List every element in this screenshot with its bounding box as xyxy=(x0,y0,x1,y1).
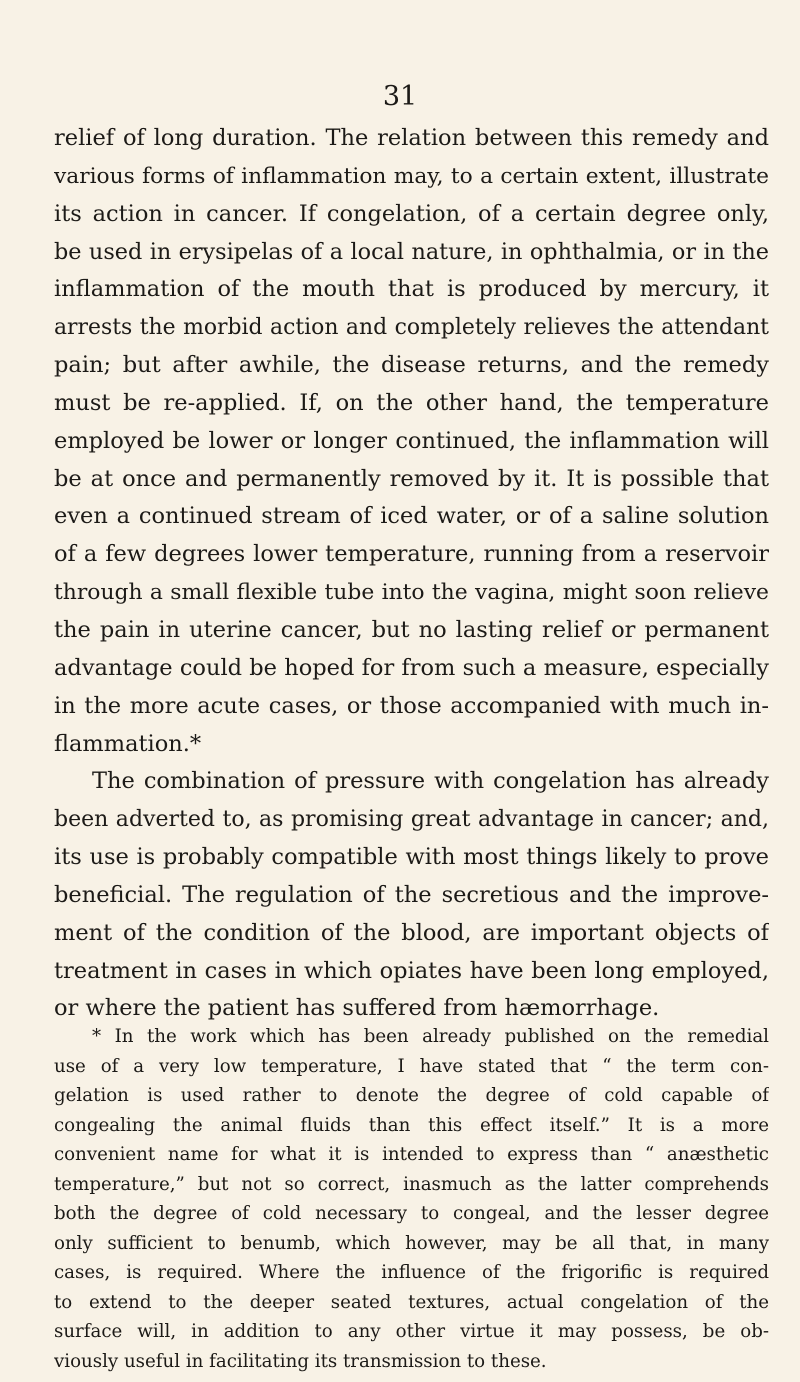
footnote-line: surface will, in addition to any other virtue it may possess, be ob- xyxy=(54,1321,769,1342)
text-line: inflammation of the mouth that is produced by mercury, it xyxy=(54,276,769,303)
footnote-line: congealing the animal fluids than this effect itself.” It is a more xyxy=(54,1114,769,1136)
footnote-line: gelation is used rather to denote the degree of cold capable of xyxy=(54,1085,769,1106)
text-line: pain; but after awhile, the disease returns, and the remedy xyxy=(54,352,769,379)
text-line: be used in erysipelas of a local nature, in ophthalmia, or in the xyxy=(54,238,769,265)
footnote-line: both the degree of cold necessary to congeal, and the lesser degree xyxy=(54,1203,769,1224)
text-line: ment of the condition of the blood, are important objects of xyxy=(54,919,769,946)
footnote-line: to extend to the deeper seated textures, actual congelation of the xyxy=(54,1291,769,1313)
footnote-line: only sufficient to benumb, which however, may be all that, in many xyxy=(54,1232,769,1254)
footnote-line: temperature,” but not so correct, inasmuch as the latter comprehends xyxy=(54,1173,769,1195)
text-line: or where the patient has suffered from hæmorrhage. xyxy=(54,995,660,1022)
text-line: employed be lower or longer continued, the inflammation will xyxy=(54,427,769,454)
text-line: The combination of pressure with congelation has already xyxy=(92,768,769,795)
text-line: its action in cancer. If congelation, of a certain degree only, xyxy=(54,200,769,227)
footnote-line: use of a very low temperature, I have stated that “ the term con- xyxy=(54,1055,769,1077)
text-line: its use is probably compatible with most things likely to prove xyxy=(54,844,769,871)
text-line: advantage could be hoped for from such a measure, especially xyxy=(54,654,769,681)
body-text xyxy=(54,120,769,1028)
footnote xyxy=(54,1022,769,1376)
text-line: beneficial. The regulation of the secretious and the improve- xyxy=(54,881,769,908)
page-number: 31 xyxy=(382,81,418,112)
footnote-line: cases, is required. Where the influence of the frigorific is required xyxy=(54,1262,769,1283)
text-line: various forms of inflammation may, to a certain extent, illustrate xyxy=(54,163,769,189)
footnote-line: viously useful in facilitating its transmission to these. xyxy=(54,1350,547,1372)
text-line: relief of long duration. The relation between this remedy and xyxy=(54,125,769,151)
text-line: the pain in uterine cancer, but no lasting relief or permanent xyxy=(54,616,769,643)
text-line: even a continued stream of iced water, or of a saline solution xyxy=(54,503,769,530)
text-line: must be re-applied. If, on the other hand, the temperature xyxy=(54,389,769,416)
text-line: through a small flexible tube into the vagina, might soon relieve xyxy=(54,580,769,606)
text-line: of a few degrees lower temperature, running from a reservoir xyxy=(54,541,769,568)
text-line: arrests the morbid action and completely relieves the attendant xyxy=(54,315,769,341)
text-line: been adverted to, as promising great advantage in cancer; and, xyxy=(54,807,769,833)
text-line: treatment in cases in which opiates have been long employed, xyxy=(54,957,769,984)
footnote-line: * In the work which has been already published on the remedial xyxy=(92,1026,769,1047)
text-line: flammation.* xyxy=(54,730,202,757)
text-line: be at once and permanently removed by it. It is possible that xyxy=(54,465,769,492)
footnote-line: convenient name for what it is intended to express than “ anæsthetic xyxy=(54,1144,769,1165)
text-line: in the more acute cases, or those accompanied with much in- xyxy=(54,692,769,719)
